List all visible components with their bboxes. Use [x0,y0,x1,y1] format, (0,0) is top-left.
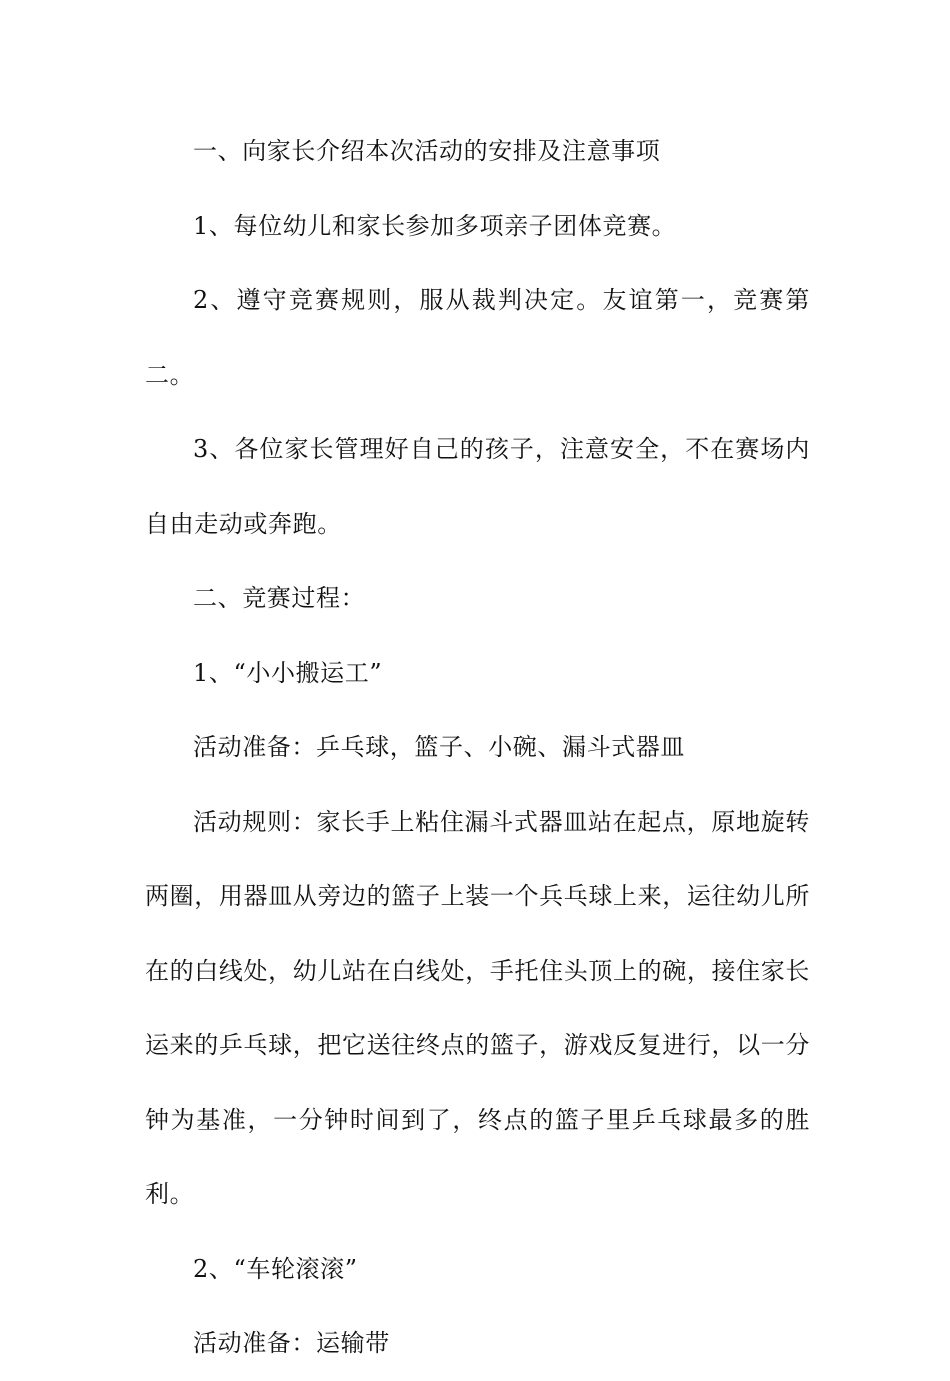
section-heading-2: 二、竞赛过程： [193,584,366,612]
section-heading-1: 一、向家长介绍本次活动的安排及注意事项 [193,137,661,165]
document-body [145,114,810,1381]
paragraph-note-2: 2、遵守竞赛规则，服从裁判决定。友谊第一，竞赛第二。 [145,286,810,389]
game-1-preparation: 活动准备：乒乓球，篮子、小碗、漏斗式器皿 [193,733,685,761]
game-2-preparation: 活动准备：运输带 [193,1329,390,1357]
game-1-rules: 活动规则：家长手上粘住漏斗式器皿站在起点，原地旋转两圈，用器皿从旁边的篮子上装一个兵乓球上来，运往幼儿所在的白线处，幼儿站在白线处，手托住头顶上的碗，接住家长运来的乒乓球，把它送往终点的篮子，游戏反复进行，以一分钟为基准，一分钟时间到了，终点的篮子里乒乓球最多的胜利。 [145,807,810,1208]
paragraph-note-3: 3、各位家长管理好自己的孩子，注意安全，不在赛场内自由走动或奔跑。 [145,435,810,538]
game-title-1: 1、“小小搬运工” [193,658,383,687]
paragraph-note-1: 1、每位幼儿和家长参加多项亲子团体竞赛。 [193,211,677,240]
game-title-2: 2、“车轮滚滚” [193,1254,358,1283]
